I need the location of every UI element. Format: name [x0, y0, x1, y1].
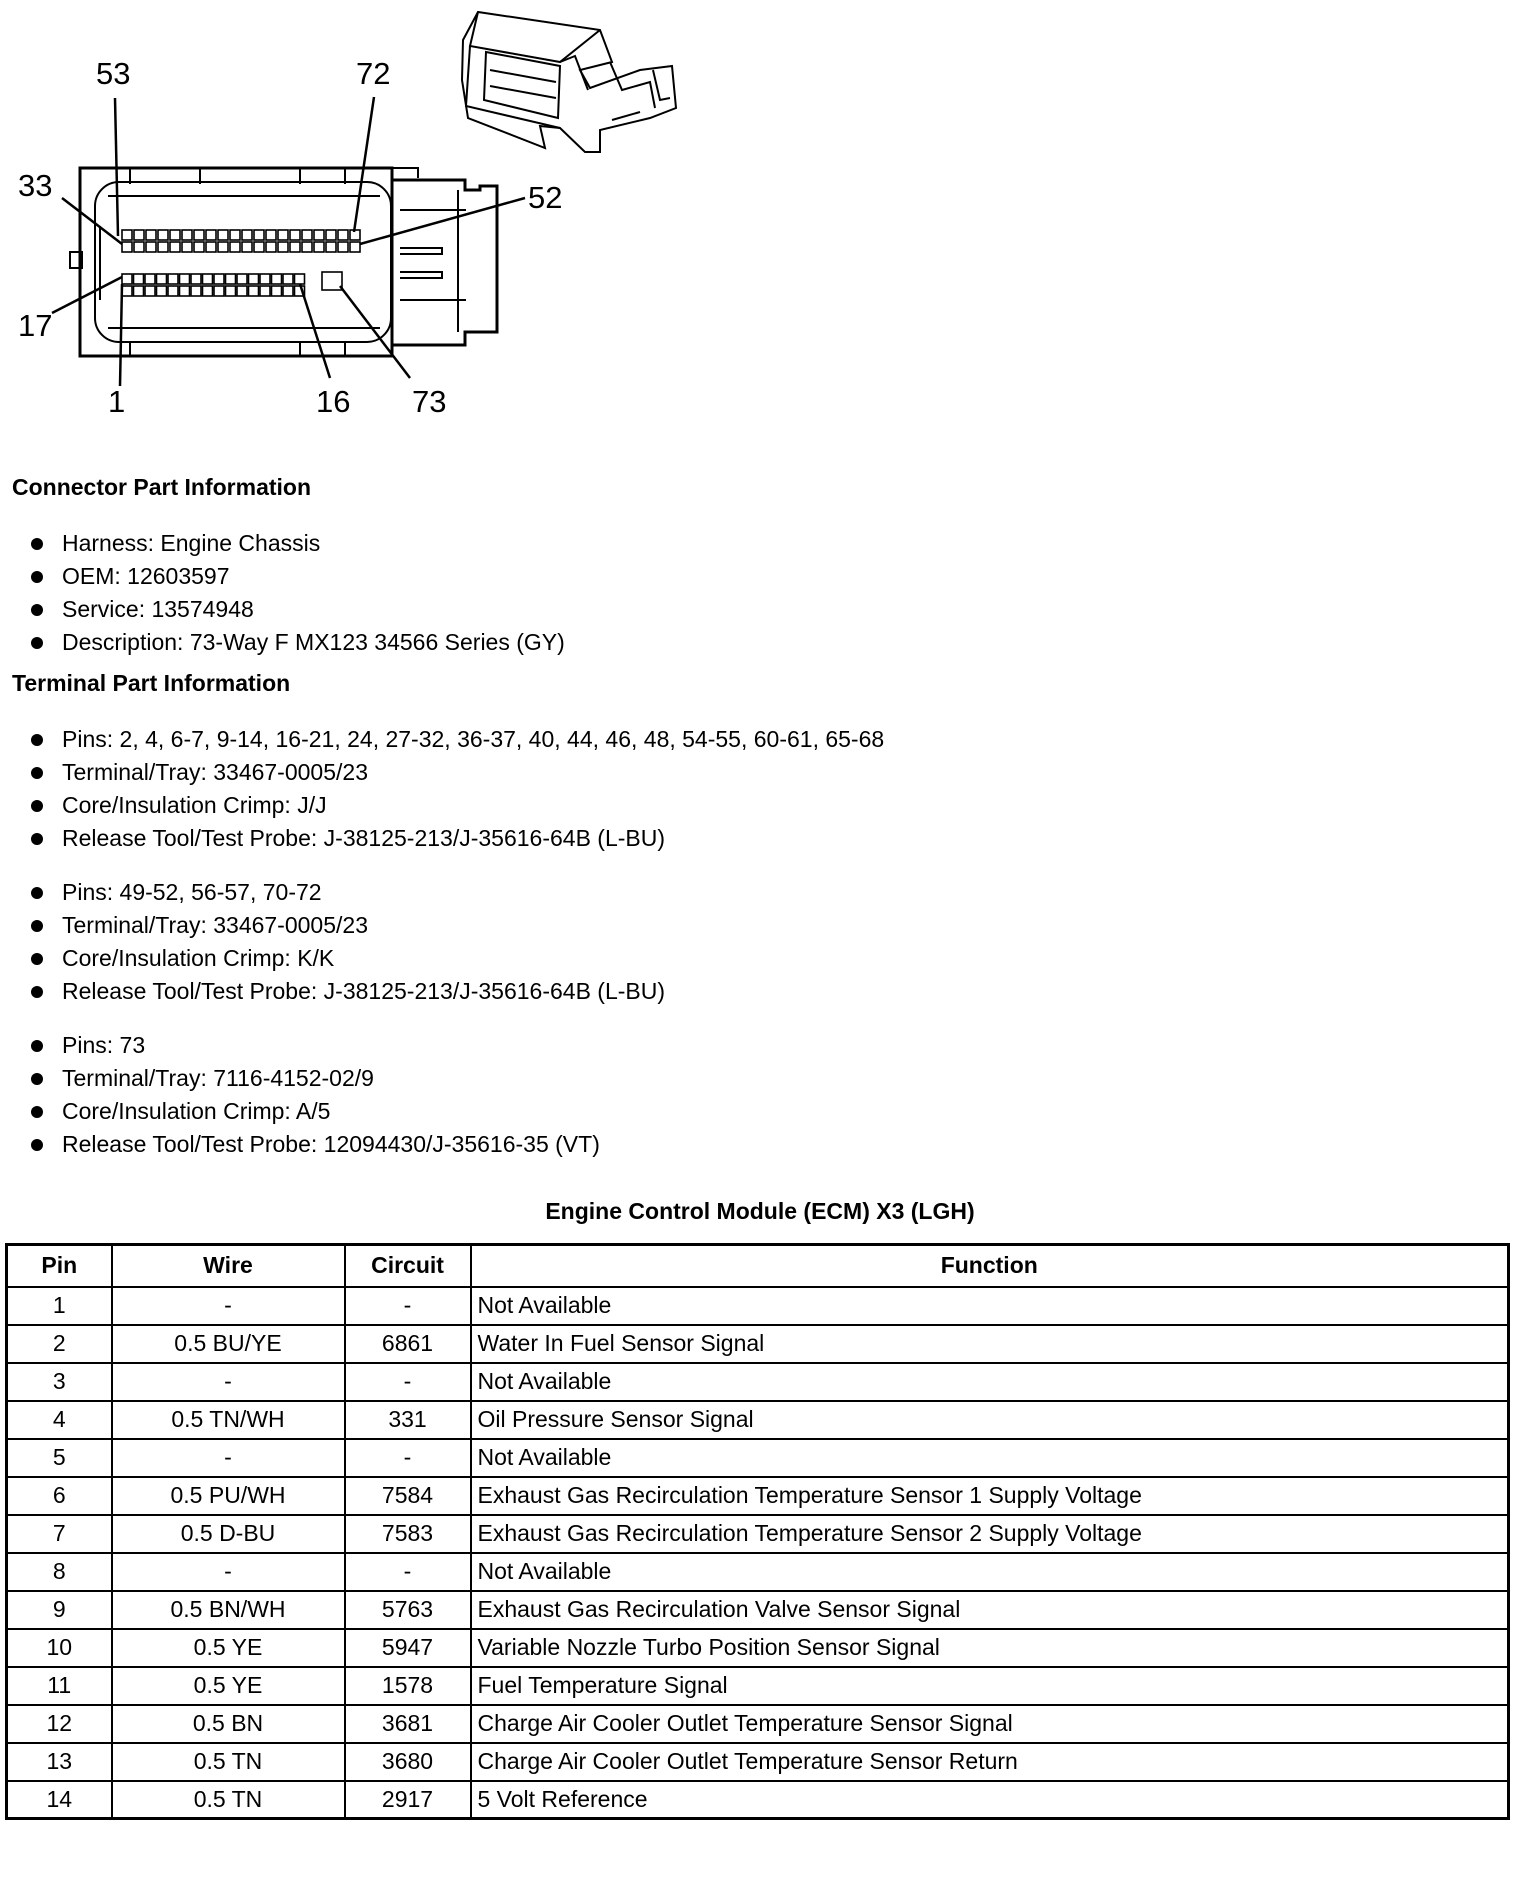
pin-cavity: [206, 242, 216, 252]
cell-pin: 8: [7, 1553, 112, 1591]
pin-cavity: [326, 242, 336, 252]
pin-cavity: [182, 242, 192, 252]
table-row: [7, 1477, 1509, 1515]
cell-pin: 5: [7, 1439, 112, 1477]
pin-cavity: [168, 286, 178, 296]
list-item: Pins: 49-52, 56-57, 70-72: [28, 876, 665, 909]
pin-cavity: [260, 286, 270, 296]
pin-cavity: [203, 286, 213, 296]
terminal-group-1: [28, 723, 884, 855]
list-item: Core/Insulation Crimp: K/K: [28, 942, 665, 975]
list-item: Release Tool/Test Probe: J-38125-213/J-35616-64B (L-BU): [28, 975, 665, 1008]
pin-cavity: [145, 286, 155, 296]
cell-circuit: 331: [345, 1401, 471, 1439]
pin-cavity: [170, 242, 180, 252]
cell-function: Exhaust Gas Recirculation Valve Sensor Signal: [471, 1591, 1509, 1629]
pin-cavity: [203, 274, 213, 284]
table-row: [7, 1591, 1509, 1629]
pin-cavity: [266, 242, 276, 252]
cell-circuit: 1578: [345, 1667, 471, 1705]
pin-cavity: [182, 230, 192, 240]
pin-label-52: 52: [528, 180, 563, 215]
cell-circuit: -: [345, 1363, 471, 1401]
pin-cavity: [314, 230, 324, 240]
cell-pin: 4: [7, 1401, 112, 1439]
list-item: Terminal/Tray: 33467-0005/23: [28, 756, 884, 789]
terminal-part-info-heading: Terminal Part Information: [12, 670, 291, 696]
pin-cavity: [157, 286, 167, 296]
cell-pin: 9: [7, 1591, 112, 1629]
pin-cavity: [254, 242, 264, 252]
pin-cavity: [272, 286, 282, 296]
cell-wire: -: [112, 1363, 345, 1401]
cell-pin: 2: [7, 1325, 112, 1363]
pin-cavity: [283, 286, 293, 296]
pin-cavity: [260, 274, 270, 284]
cell-circuit: -: [345, 1287, 471, 1325]
pin-cavity: [230, 242, 240, 252]
pin-cavity: [218, 242, 228, 252]
pin-cavity: [170, 230, 180, 240]
cell-circuit: -: [345, 1553, 471, 1591]
cell-function: Not Available: [471, 1439, 1509, 1477]
pin-cavity: [158, 242, 168, 252]
pin-cavity: [283, 274, 293, 284]
cell-wire: 0.5 PU/WH: [112, 1477, 345, 1515]
cell-pin: 12: [7, 1705, 112, 1743]
header-pin: Pin: [7, 1245, 112, 1287]
pin-cavity: [242, 242, 252, 252]
cell-wire: 0.5 YE: [112, 1629, 345, 1667]
cell-pin: 10: [7, 1629, 112, 1667]
cell-function: Charge Air Cooler Outlet Temperature Sensor Signal: [471, 1705, 1509, 1743]
pin-cavity: [168, 274, 178, 284]
connector-3d-illustration: [462, 12, 676, 152]
cell-wire: 0.5 D-BU: [112, 1515, 345, 1553]
header-wire: Wire: [112, 1245, 345, 1287]
cell-circuit: 7583: [345, 1515, 471, 1553]
pin-cavity: [157, 274, 167, 284]
cell-circuit: -: [345, 1439, 471, 1477]
cell-wire: -: [112, 1553, 345, 1591]
connector-part-info-heading: Connector Part Information: [12, 474, 312, 500]
table-row: [7, 1287, 1509, 1325]
connector-part-info-list: [28, 527, 565, 659]
pin-cavity: [134, 286, 144, 296]
pin-cavity: [180, 274, 190, 284]
pin-cavity: [226, 286, 236, 296]
table-header-row: [7, 1245, 1509, 1287]
pin-cavity: [254, 230, 264, 240]
pin-cavity: [145, 274, 155, 284]
pin-cavity: [158, 230, 168, 240]
cell-wire: -: [112, 1439, 345, 1477]
cell-function: Oil Pressure Sensor Signal: [471, 1401, 1509, 1439]
table-row: [7, 1401, 1509, 1439]
cell-wire: 0.5 YE: [112, 1667, 345, 1705]
list-item: Terminal/Tray: 33467-0005/23: [28, 909, 665, 942]
pin-cavity: [278, 242, 288, 252]
cell-circuit: 5947: [345, 1629, 471, 1667]
pin-cavity-73: [322, 272, 342, 290]
cell-wire: 0.5 BU/YE: [112, 1325, 345, 1363]
list-item: Service: 13574948: [28, 593, 565, 626]
cell-wire: 0.5 BN: [112, 1705, 345, 1743]
list-item: Pins: 2, 4, 6-7, 9-14, 16-21, 24, 27-32, 36-37, 40, 44, 46, 48, 54-55, 60-61, 65-68: [28, 723, 884, 756]
pin-cavity: [214, 274, 224, 284]
table-row: [7, 1439, 1509, 1477]
pin-cavity: [314, 242, 324, 252]
pin-cavity: [350, 242, 360, 252]
pinout-table: [5, 1243, 1510, 1820]
pin-cavity: [237, 286, 247, 296]
cell-pin: 1: [7, 1287, 112, 1325]
pin-cavity: [134, 230, 144, 240]
pin-cavity: [122, 286, 132, 296]
pin-cavity: [218, 230, 228, 240]
table-row: [7, 1325, 1509, 1363]
pin-cavity: [338, 242, 348, 252]
cell-circuit: 6861: [345, 1325, 471, 1363]
cell-function: Not Available: [471, 1363, 1509, 1401]
cell-function: Charge Air Cooler Outlet Temperature Sensor Return: [471, 1743, 1509, 1781]
pin-cavity: [278, 230, 288, 240]
pin-cavity: [242, 230, 252, 240]
pin-cavity: [194, 242, 204, 252]
cell-circuit: 3680: [345, 1743, 471, 1781]
list-item: Core/Insulation Crimp: A/5: [28, 1095, 600, 1128]
table-row: [7, 1553, 1509, 1591]
table-body: [7, 1287, 1509, 1819]
list-item: Release Tool/Test Probe: 12094430/J-35616-35 (VT): [28, 1128, 600, 1161]
table-row: [7, 1781, 1509, 1819]
pin-cavity: [191, 286, 201, 296]
cell-function: Exhaust Gas Recirculation Temperature Sensor 1 Supply Voltage: [471, 1477, 1509, 1515]
pin-cavity: [290, 242, 300, 252]
cell-circuit: 2917: [345, 1781, 471, 1819]
cell-function: 5 Volt Reference: [471, 1781, 1509, 1819]
cell-function: Water In Fuel Sensor Signal: [471, 1325, 1509, 1363]
cell-circuit: 3681: [345, 1705, 471, 1743]
pin-cavity: [295, 274, 305, 284]
cell-circuit: 7584: [345, 1477, 471, 1515]
pin-label-73: 73: [412, 384, 447, 419]
pin-cavity: [302, 230, 312, 240]
pin-label-72: 72: [356, 56, 391, 91]
pin-cavity: [214, 286, 224, 296]
table-row: [7, 1705, 1509, 1743]
pin-cavity: [249, 286, 259, 296]
table-row: [7, 1743, 1509, 1781]
cell-circuit: 5763: [345, 1591, 471, 1629]
cell-wire: 0.5 TN: [112, 1781, 345, 1819]
table-row: [7, 1515, 1509, 1553]
cell-function: Exhaust Gas Recirculation Temperature Sensor 2 Supply Voltage: [471, 1515, 1509, 1553]
pin-label-33: 33: [18, 168, 53, 203]
list-item: Release Tool/Test Probe: J-38125-213/J-35616-64B (L-BU): [28, 822, 884, 855]
table-row: [7, 1629, 1509, 1667]
header-function: Function: [471, 1245, 1509, 1287]
cell-wire: 0.5 TN/WH: [112, 1401, 345, 1439]
pin-cavity: [290, 230, 300, 240]
pin-cavity: [302, 242, 312, 252]
cell-wire: 0.5 BN/WH: [112, 1591, 345, 1629]
pin-cavity: [146, 230, 156, 240]
pin-cavity: [272, 274, 282, 284]
table-row: [7, 1667, 1509, 1705]
list-item: Core/Insulation Crimp: J/J: [28, 789, 884, 822]
cell-pin: 6: [7, 1477, 112, 1515]
cell-pin: 13: [7, 1743, 112, 1781]
pin-cavity: [122, 230, 132, 240]
terminal-group-2: [28, 876, 665, 1008]
pin-cavity: [122, 242, 132, 252]
pin-cavity: [206, 230, 216, 240]
list-item: Description: 73-Way F MX123 34566 Series (GY): [28, 626, 565, 659]
pin-cavity: [191, 274, 201, 284]
cell-pin: 14: [7, 1781, 112, 1819]
cell-function: Fuel Temperature Signal: [471, 1667, 1509, 1705]
list-item: Terminal/Tray: 7116-4152-02/9: [28, 1062, 600, 1095]
pin-label-1: 1: [108, 384, 126, 419]
list-item: OEM: 12603597: [28, 560, 565, 593]
pin-cavity: [249, 274, 259, 284]
pin-cavity: [134, 242, 144, 252]
cell-function: Not Available: [471, 1287, 1509, 1325]
pin-cavity-grid: [122, 230, 360, 296]
cell-wire: -: [112, 1287, 345, 1325]
pin-cavity: [266, 230, 276, 240]
cell-function: Variable Nozzle Turbo Position Sensor Signal: [471, 1629, 1509, 1667]
table-row: [7, 1363, 1509, 1401]
pin-label-17: 17: [18, 308, 53, 343]
cell-pin: 3: [7, 1363, 112, 1401]
pin-label-53: 53: [96, 56, 131, 91]
pin-cavity: [338, 230, 348, 240]
cell-pin: 11: [7, 1667, 112, 1705]
pin-cavity: [180, 286, 190, 296]
pin-cavity: [146, 242, 156, 252]
header-circuit: Circuit: [345, 1245, 471, 1287]
pin-cavity: [326, 230, 336, 240]
cell-pin: 7: [7, 1515, 112, 1553]
terminal-group-3: [28, 1029, 600, 1161]
pin-cavity: [134, 274, 144, 284]
cell-function: Not Available: [471, 1553, 1509, 1591]
connector-front-view: [70, 168, 497, 356]
pin-cavity: [194, 230, 204, 240]
pin-cavity: [230, 230, 240, 240]
connector-diagram: [0, 0, 720, 440]
cell-wire: 0.5 TN: [112, 1743, 345, 1781]
table-title: Engine Control Module (ECM) X3 (LGH): [545, 1198, 975, 1224]
pin-cavity: [226, 274, 236, 284]
pin-cavity: [237, 274, 247, 284]
pin-label-16: 16: [316, 384, 351, 419]
list-item: Harness: Engine Chassis: [28, 527, 565, 560]
list-item: Pins: 73: [28, 1029, 600, 1062]
pin-cavity: [122, 274, 132, 284]
